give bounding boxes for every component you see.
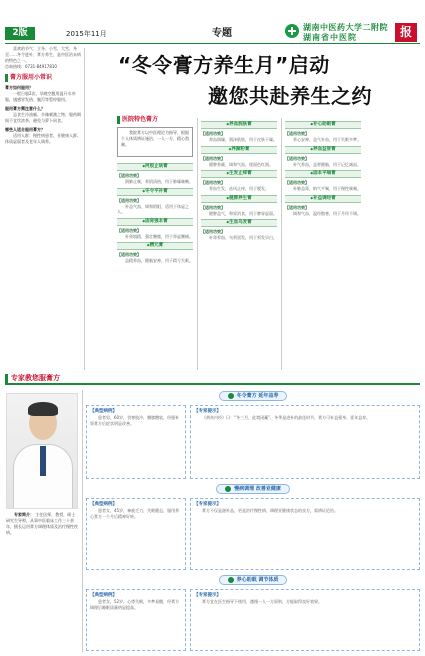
remedy-desc: 补肺益肾，纳气平喘，用于慢性咳喘。 — [293, 186, 361, 192]
headline-line2: 邀您共赴养生之约 — [208, 84, 372, 108]
remedy-tag: 【适用功效】 — [285, 204, 309, 210]
faq-answer: 适用人群：慢性病患者、亚健康人群、体质虚弱者及老年人调养。 — [5, 133, 81, 145]
remedy-ribbon — [201, 219, 277, 227]
page-number: 2版 — [5, 27, 35, 40]
remedy-name: ◆ 健脾养生膏 — [226, 196, 251, 202]
remedy-ribbon — [201, 121, 277, 129]
remedy-tag: 【适用功效】 — [117, 252, 141, 258]
special-intro-box: 我院膏方以中医理论为指导，根据个人体质辨证施治，一人一方，精心熬制。 — [117, 127, 193, 157]
photo-tie — [40, 446, 46, 476]
left-column — [5, 46, 81, 372]
remedy-item — [201, 219, 277, 241]
issue-date: 2015年11月 — [66, 30, 107, 38]
case-box — [86, 589, 186, 651]
remedy-name: ◆ 冬令平补膏 — [142, 189, 167, 195]
row-title-pill — [216, 484, 290, 495]
tip-text: 膏方宜在医生指导下使用，遵循一人一方原则，方能取得良好效果。 — [202, 599, 322, 604]
remedy-tag: 【适用功效】 — [201, 229, 225, 235]
remedy-tag: 【适用功效】 — [117, 197, 141, 203]
section-bar — [117, 116, 120, 124]
tip-title: 【专家提示】 — [194, 502, 221, 507]
faq-answer: 忌食生冷油腻、辛辣刺激之物，服药期间不宜饮浓茶，避免与萝卜同食。 — [5, 112, 81, 124]
tip-title: 【专家提示】 — [194, 593, 221, 598]
expert-banner — [5, 374, 420, 385]
row-title-text: 冬令膏方 延年益寿 — [236, 392, 279, 399]
row-title — [86, 483, 420, 495]
tip-box — [190, 498, 420, 570]
remedy-item — [201, 146, 277, 168]
case-box — [86, 498, 186, 570]
column-divider — [82, 390, 83, 652]
case-title: 【典型病例】 — [90, 409, 117, 414]
page-header — [0, 0, 425, 44]
faq-question: 膏方如何服用？ — [5, 85, 33, 91]
row-title-pill — [219, 391, 288, 402]
remedy-item — [285, 121, 361, 143]
remedy-tag: 【适用功效】 — [285, 180, 309, 186]
remedy-name: ◆ 补益调经膏 — [310, 196, 335, 202]
remedy-ribbon — [117, 188, 193, 196]
remedy-desc: 调和气血，温经散寒，用于月经不调。 — [293, 210, 361, 216]
tip-box — [190, 405, 420, 479]
remedy-desc: 健脾养颜，调和气血，使面色红润。 — [209, 161, 273, 167]
column-divider — [281, 118, 282, 370]
section-bar — [5, 74, 8, 82]
remedy-desc: 健脾益气，和胃消食，用于脾胃虚弱。 — [209, 210, 277, 216]
remedy-tag: 【适用功效】 — [201, 180, 225, 186]
remedy-ribbon — [117, 218, 193, 226]
row-title-text: 养心助眠 调节体质 — [236, 576, 279, 583]
expert-bio-label: 专家简介： — [14, 512, 34, 517]
remedy-tag: 【适用功效】 — [201, 131, 225, 136]
remedy-ribbon — [285, 170, 361, 178]
phone-number: 咨询热线：0731-84917810 — [5, 64, 57, 69]
remedy-ribbon — [285, 146, 361, 154]
expert-photo — [6, 393, 78, 509]
remedy-desc: 润肺止咳，养阴清热，用于肺燥咳嗽。 — [125, 179, 193, 184]
remedy-name: ◆ 生血乌发膏 — [226, 220, 251, 226]
faq-question: 服用膏方需注意什么？ — [5, 106, 45, 112]
row-title — [86, 574, 420, 586]
intro-text: 喜欢的节气：立冬、小雪、大雪、冬至……冬令进补，膏方养生，是中医治未病的特色之一。 — [5, 46, 81, 63]
remedy-tag: 【适用功效】 — [285, 131, 309, 136]
remedy-desc: 补肾养血，乌须黑发，用于须发早白。 — [209, 235, 277, 241]
remedy-ribbon — [285, 121, 361, 129]
remedy-column-3 — [285, 118, 361, 370]
special-header — [117, 116, 158, 124]
headline-line1: “冬令膏方养生月”启动 — [118, 53, 330, 77]
remedy-item — [285, 146, 361, 168]
remedy-desc: 养血生发，祛风止痒，用于脱发。 — [209, 186, 269, 192]
remedy-item — [117, 163, 193, 185]
tip-title: 【专家提示】 — [194, 409, 221, 414]
remedy-name: ◆ 养颜粉膏 — [229, 147, 250, 153]
remedy-item — [117, 188, 193, 215]
case-box — [86, 405, 186, 479]
remedy-ribbon — [201, 146, 277, 154]
remedy-name: ◆ 生发止痒膏 — [226, 171, 251, 177]
header-divider — [5, 43, 420, 44]
expert-bio — [6, 512, 78, 650]
remedy-name: ◆ 固肾强本膏 — [142, 219, 167, 225]
case-title: 【典型病例】 — [90, 502, 117, 507]
case-title: 【典型病例】 — [90, 593, 117, 598]
remedy-item — [117, 242, 193, 264]
row-title-pill — [219, 575, 288, 586]
hospital-cross-icon — [285, 24, 299, 38]
org-name-line1: 湖南中医药大学二附院 — [303, 23, 388, 32]
remedy-desc: 益精养血，健脑安神，用于精亏失眠。 — [125, 258, 193, 264]
column-divider — [197, 118, 198, 370]
remedy-item — [285, 195, 361, 217]
remedy-item — [117, 218, 193, 240]
leaf-icon — [228, 577, 234, 583]
remedy-desc: 养心安神，益气补血，用于失眠多梦。 — [293, 137, 361, 142]
section-bar — [5, 374, 8, 383]
remedy-item — [201, 195, 277, 217]
remedy-desc: 养血润燥，润泽肌肤，用于皮肤干燥。 — [209, 137, 277, 142]
leaf-icon — [228, 393, 234, 399]
special-title: 医院特色膏方 — [122, 116, 159, 123]
section-title: 专题 — [212, 28, 232, 39]
remedy-ribbon — [201, 170, 277, 178]
faq-header — [5, 74, 81, 82]
remedy-ribbon — [117, 163, 193, 171]
case-text: 患者女，52岁，心悸失眠，多梦易醒，经膏方调理后睡眠质量明显提高。 — [90, 599, 180, 610]
remedy-desc: 补益气血，调和阴阳，适用于体虚之人。 — [117, 203, 189, 215]
case-text: 患者女，45岁，神疲乏力，失眠健忘，服用养心膏方一个月后精神好转。 — [90, 508, 180, 519]
remedy-name: ◆ 固本平喘膏 — [310, 171, 335, 177]
case-text: 患者男，60岁，畏寒肢冷，腰膝酸软，经服补肾膏方后症状明显改善。 — [90, 415, 180, 426]
remedy-name: ◆ 养血益智膏 — [310, 147, 335, 153]
remedy-ribbon — [117, 242, 193, 250]
remedy-column-2 — [201, 118, 277, 370]
faq-answer: 一般日服2次，早晚空腹用温开水冲服，遇感冒发热、腹泻等暂停服用。 — [5, 91, 76, 103]
remedy-item — [285, 170, 361, 192]
remedy-item — [201, 170, 277, 192]
remedy-tag: 【适用功效】 — [117, 173, 141, 178]
row-title-text: 慢病调理 改善亚健康 — [234, 485, 281, 492]
remedy-desc: 补肾填精，强壮腰膝，用于肾虚腰痛。 — [125, 233, 193, 239]
column-divider — [84, 48, 85, 370]
org-name-line2: 湖南省中医院 — [303, 33, 357, 42]
remedy-column-1 — [117, 160, 193, 370]
remedy-item — [201, 121, 277, 143]
row-title — [86, 390, 420, 402]
remedy-tag: 【适用功效】 — [201, 155, 225, 161]
remedy-desc: 补气养血，益智健脑，用于记忆减退。 — [293, 161, 361, 167]
newspaper-badge: 报 — [395, 23, 417, 42]
tip-box — [190, 589, 420, 651]
remedy-name: ◆ 补心助眠膏 — [310, 122, 335, 128]
remedy-name: ◆ 阿胶止咳膏 — [142, 164, 167, 170]
faq-question: 哪些人适合服用膏方？ — [5, 127, 45, 133]
expert-banner-title: 专家教您服膏方 — [11, 373, 60, 382]
tip-text: 《黄帝内经》曰：“冬三月，此谓闭藏”，冬季是进补的最佳时节，膏方可补益强身、延年益寿。 — [202, 415, 371, 420]
remedy-name: ◆ 养血润肤膏 — [226, 122, 251, 128]
remedy-tag: 【适用功效】 — [201, 204, 225, 210]
faq-title: 膏方服用小常识 — [10, 74, 53, 81]
remedy-ribbon — [201, 195, 277, 203]
photo-hair — [28, 402, 58, 416]
tip-text: 膏方不仅是滋补品，更是治疗慢性病、调理亚健康状态的良方，需辨证论治。 — [202, 508, 338, 513]
leaf-icon — [225, 486, 231, 492]
expert-bio-text: 主任医师，教授，硕士研究生导师，从事中医临床工作三十余年，擅长运用膏方调理体质及治疗慢性疾病。 — [6, 512, 78, 535]
remedy-tag: 【适用功效】 — [117, 227, 141, 233]
remedy-name: ◆ 精元膏 — [147, 243, 163, 249]
remedy-tag: 【适用功效】 — [285, 155, 309, 161]
remedy-ribbon — [285, 195, 361, 203]
